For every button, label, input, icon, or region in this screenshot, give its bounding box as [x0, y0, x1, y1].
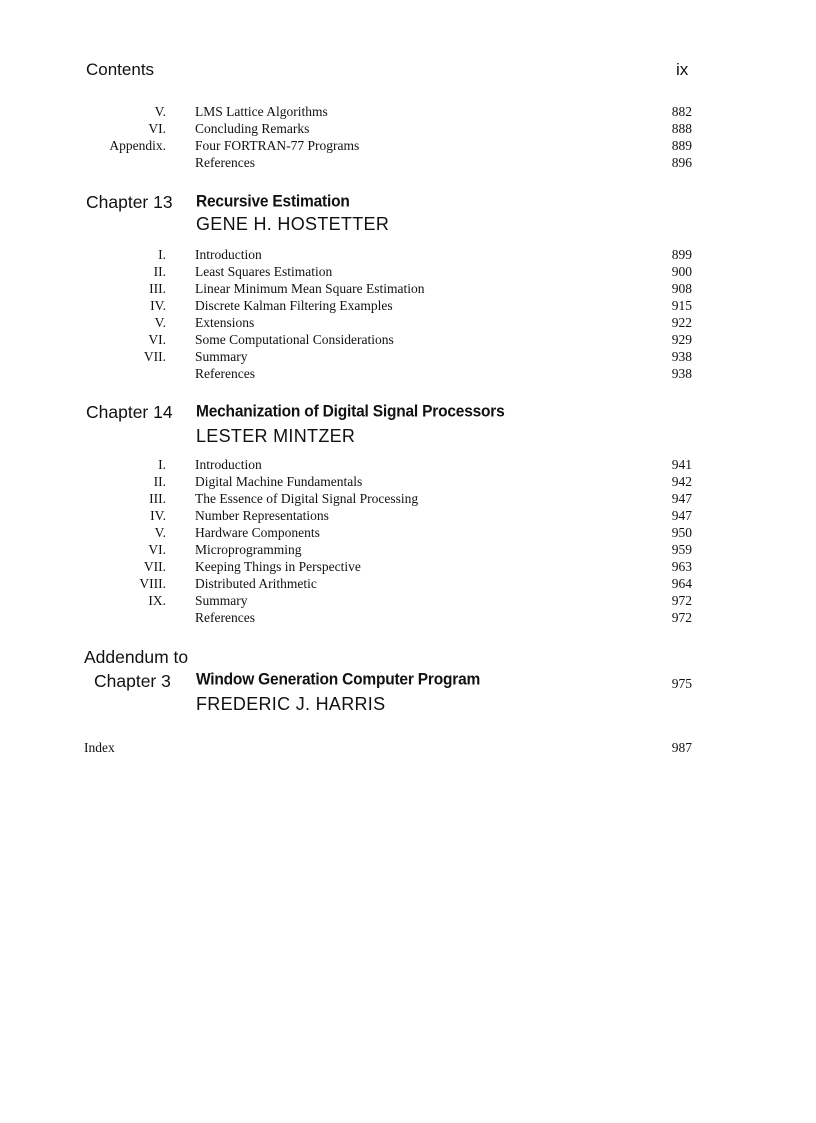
section-page: 950	[671, 525, 692, 540]
chapter-label: Chapter 13	[86, 192, 173, 212]
toc-entry[interactable]	[0, 314, 816, 331]
toc-entry[interactable]	[0, 609, 816, 626]
section-number: I.	[158, 247, 166, 262]
section-page: 882	[671, 104, 692, 119]
section-number: VI.	[148, 542, 166, 557]
toc-entry[interactable]	[0, 507, 816, 524]
chapter-title[interactable]: Window Generation Computer Program	[196, 670, 481, 689]
section-title: LMS Lattice Algorithms	[195, 104, 328, 119]
toc-entry[interactable]	[0, 456, 816, 473]
section-page: 964	[671, 576, 692, 591]
section-number: VI.	[148, 121, 166, 136]
toc-entry[interactable]	[0, 246, 816, 263]
toc-entry[interactable]	[0, 473, 816, 490]
section-title: Linear Minimum Mean Square Estimation	[195, 281, 425, 296]
section-number: VI.	[148, 332, 166, 347]
toc-entry[interactable]	[0, 558, 816, 575]
section-page: 938	[671, 366, 692, 381]
toc-entry[interactable]	[0, 137, 816, 154]
section-title: Four FORTRAN-77 Programs	[195, 138, 360, 153]
section-page: 896	[671, 155, 692, 170]
toc-entry[interactable]	[0, 490, 816, 507]
section-number: V.	[154, 104, 166, 119]
chapter-label: Chapter 3	[94, 671, 171, 691]
section-page: 947	[671, 491, 692, 506]
chapter-author: GENE H. HOSTETTER	[196, 214, 390, 234]
section-title: Extensions	[195, 315, 255, 330]
section-title: Keeping Things in Perspective	[195, 559, 361, 574]
section-number: VII.	[143, 559, 166, 574]
section-number: VIII.	[139, 576, 166, 591]
chapter-author: LESTER MINTZER	[196, 426, 356, 446]
section-page: 972	[671, 593, 692, 608]
section-page: 959	[671, 542, 692, 557]
index-label: Index	[84, 740, 115, 755]
page-number: ix	[676, 60, 689, 79]
section-page: 929	[671, 332, 692, 347]
section-title: Summary	[195, 593, 248, 608]
toc-entry[interactable]	[0, 263, 816, 280]
section-page: 900	[671, 264, 692, 279]
section-title: Some Computational Considerations	[195, 332, 394, 347]
toc-entry[interactable]	[0, 365, 816, 382]
section-page: 889	[671, 138, 692, 153]
section-page: 908	[671, 281, 692, 296]
toc-entry[interactable]	[0, 524, 816, 541]
section-number: III.	[149, 491, 166, 506]
section-title: Concluding Remarks	[195, 121, 310, 136]
section-number: IV.	[150, 508, 166, 523]
toc-entry[interactable]	[0, 592, 816, 609]
section-page: 963	[671, 559, 692, 574]
section-number: VII.	[143, 349, 166, 364]
section-number: V.	[154, 315, 166, 330]
section-title: Introduction	[195, 247, 262, 262]
section-title: References	[195, 366, 255, 381]
section-title: The Essence of Digital Signal Processing	[195, 491, 419, 506]
section-number: II.	[153, 264, 166, 279]
toc-entry[interactable]	[0, 297, 816, 314]
index-entry[interactable]	[0, 739, 816, 756]
section-title: References	[195, 610, 255, 625]
section-title: Distributed Arithmetic	[195, 576, 317, 591]
section-page: 947	[671, 508, 692, 523]
section-number: IX.	[148, 593, 166, 608]
section-title: Hardware Components	[195, 525, 320, 540]
section-page: 941	[671, 457, 692, 472]
chapter-title[interactable]: Recursive Estimation	[196, 192, 350, 211]
index-page: 987	[671, 740, 692, 755]
section-title: Introduction	[195, 457, 262, 472]
toc-entry[interactable]	[0, 348, 816, 365]
section-title: Least Squares Estimation	[195, 264, 333, 279]
section-page: 942	[671, 474, 692, 489]
section-page: 888	[671, 121, 692, 136]
section-page: 915	[671, 298, 692, 313]
toc-entry[interactable]	[0, 280, 816, 297]
toc-entry[interactable]	[0, 541, 816, 558]
running-header-title: Contents	[86, 60, 155, 79]
section-title: Digital Machine Fundamentals	[195, 474, 363, 489]
section-page: 899	[671, 247, 692, 262]
toc-entry[interactable]	[0, 120, 816, 137]
section-number: Appendix.	[109, 138, 166, 153]
chapter-title[interactable]: Mechanization of Digital Signal Processors	[196, 402, 505, 421]
section-title: Summary	[195, 349, 248, 364]
section-page: 938	[671, 349, 692, 364]
addendum-heading: Addendum to	[84, 647, 189, 667]
section-title: Discrete Kalman Filtering Examples	[195, 298, 393, 313]
chapter-author: FREDERIC J. HARRIS	[196, 694, 386, 714]
toc-entry[interactable]	[0, 103, 816, 120]
toc-entry[interactable]	[0, 154, 816, 171]
section-title: Number Representations	[195, 508, 329, 523]
toc-entry[interactable]	[0, 331, 816, 348]
section-title: Microprogramming	[195, 542, 302, 557]
toc-entry[interactable]	[0, 575, 816, 592]
section-page: 922	[671, 315, 692, 330]
section-number: II.	[153, 474, 166, 489]
section-page: 972	[671, 610, 692, 625]
section-number: I.	[158, 457, 166, 472]
section-number: III.	[149, 281, 166, 296]
chapter-label: Chapter 14	[86, 402, 173, 422]
addendum-page: 975	[671, 676, 692, 691]
section-title: References	[195, 155, 255, 170]
section-number: V.	[154, 525, 166, 540]
section-number: IV.	[150, 298, 166, 313]
